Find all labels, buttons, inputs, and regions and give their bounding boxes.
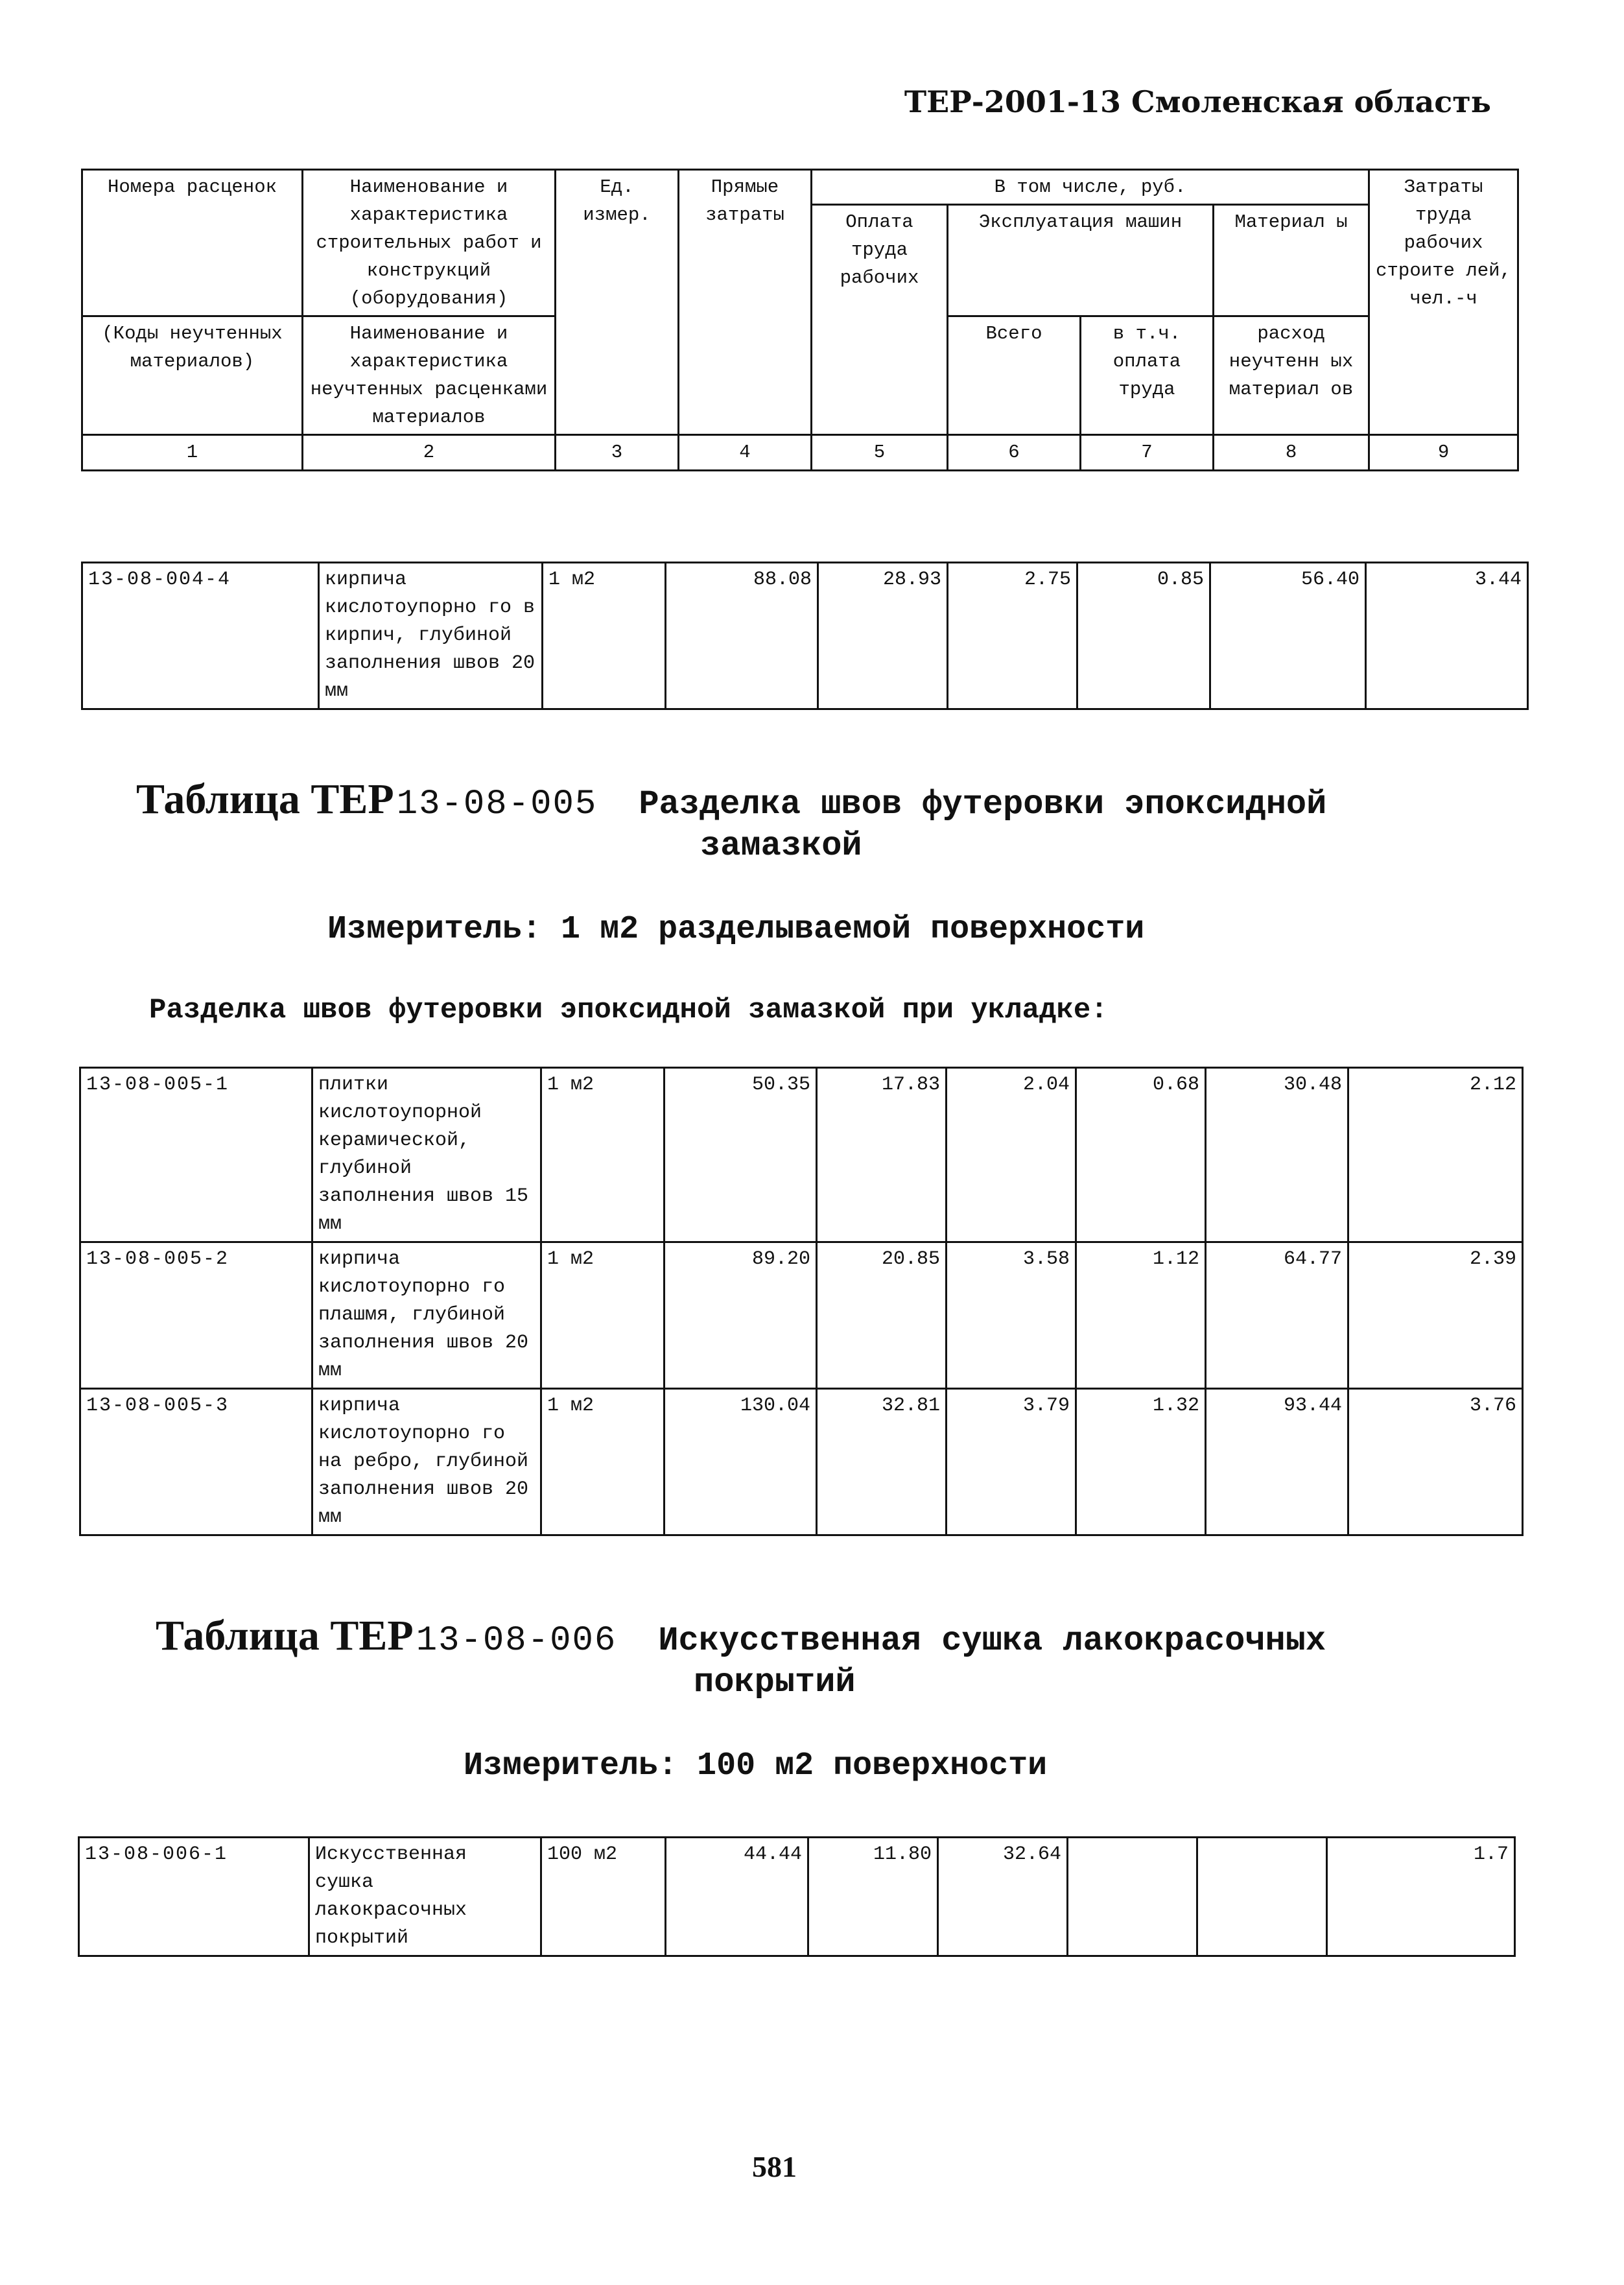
machines-total: 3.58 (947, 1242, 1076, 1389)
labor: 3.44 (1366, 563, 1528, 709)
header-num: 4 (679, 435, 812, 471)
wage: 32.81 (817, 1389, 947, 1535)
table-name-line1: Разделка швов футеровки эпоксидной (639, 785, 1327, 823)
header-work-name: Наименование и характеристика строительных работ и конструкций (оборудования) (303, 170, 556, 316)
work-name: Искусственная сушка лакокрасочных покрытий (309, 1838, 541, 1956)
table-label: Таблица ТЕР (156, 1612, 414, 1659)
wage: 11.80 (808, 1838, 938, 1956)
header-unaccounted-name: Наименование и характеристика неучтенных расценками материалов (303, 316, 556, 435)
rate-code: 13-08-004-4 (82, 563, 319, 709)
header-rate-numbers: Номера расценок (82, 170, 303, 316)
wage: 17.83 (817, 1068, 947, 1242)
materials (1197, 1838, 1327, 1956)
machines-total: 2.75 (948, 563, 1077, 709)
table-row (79, 1838, 1515, 1956)
header-num: 1 (82, 435, 303, 471)
header-including: В том числе, руб. (812, 170, 1369, 205)
header-machines: Эксплуатация машин (948, 205, 1214, 316)
table-code: 13-08-006 (416, 1621, 617, 1661)
table-005-title (136, 775, 1530, 867)
table-row (80, 1068, 1523, 1242)
rate-code: 13-08-006-1 (79, 1838, 309, 1956)
work-name: кирпича кислотоупорно го на ребро, глубиной заполнения швов 20 мм (312, 1389, 541, 1535)
rate-code: 13-08-005-2 (80, 1242, 312, 1389)
labor: 3.76 (1348, 1389, 1523, 1535)
unit: 100 м2 (541, 1838, 666, 1956)
table-name-line1: Искусственная сушка лакокрасочных (658, 1622, 1326, 1660)
table-005-meter: Измеритель: 1 м2 разделываемой поверхности (327, 911, 1145, 948)
header-num: 6 (948, 435, 1081, 471)
header-num: 8 (1214, 435, 1369, 471)
machines-wage (1068, 1838, 1197, 1956)
machines-wage: 1.12 (1076, 1242, 1206, 1389)
running-header: ТЕР-2001-13 Смоленская область (904, 84, 1491, 119)
header-num: 9 (1369, 435, 1518, 471)
machines-wage: 0.68 (1076, 1068, 1206, 1242)
table-004-continuation (81, 562, 1529, 710)
table-006-title (156, 1611, 1530, 1703)
work-name: кирпича кислотоупорно го плашмя, глубиной заполнения швов 20 мм (312, 1242, 541, 1389)
header-unit: Ед. измер. (556, 170, 679, 435)
header-num: 3 (556, 435, 679, 471)
header-unaccounted-consumption: расход неучтенн ых материал ов (1214, 316, 1369, 435)
unit: 1 м2 (541, 1242, 665, 1389)
table-row (82, 563, 1528, 709)
page-number: 581 (752, 2150, 797, 2183)
direct-costs: 88.08 (666, 563, 818, 709)
column-header-table (81, 169, 1519, 471)
table-name-line2: покрытий (694, 1663, 856, 1701)
header-num: 5 (812, 435, 948, 471)
work-name: кирпича кислотоупорно го в кирпич, глубиной заполнения швов 20 мм (319, 563, 543, 709)
materials: 93.44 (1206, 1389, 1348, 1535)
machines-wage: 0.85 (1077, 563, 1210, 709)
table-row (80, 1242, 1523, 1389)
machines-total: 32.64 (938, 1838, 1068, 1956)
materials: 64.77 (1206, 1242, 1348, 1389)
header-unaccounted-codes: (Коды неучтенных материалов) (82, 316, 303, 435)
header-num: 7 (1081, 435, 1214, 471)
table-006-meter: Измеритель: 100 м2 поверхности (464, 1747, 1048, 1784)
table-005-subheading: Разделка швов футеровки эпоксидной замазкой при укладке: (149, 994, 1108, 1026)
rate-code: 13-08-005-3 (80, 1389, 312, 1535)
machines-total: 2.04 (947, 1068, 1076, 1242)
table-row (80, 1389, 1523, 1535)
header-machines-wage: в т.ч. оплата труда (1081, 316, 1214, 435)
table-code: 13-08-005 (396, 785, 598, 824)
materials: 56.40 (1210, 563, 1366, 709)
direct-costs: 50.35 (665, 1068, 817, 1242)
header-wage: Оплата труда рабочих (812, 205, 948, 435)
direct-costs: 130.04 (665, 1389, 817, 1535)
labor: 2.12 (1348, 1068, 1523, 1242)
table-006 (78, 1836, 1516, 1957)
header-direct-costs: Прямые затраты (679, 170, 812, 435)
unit: 1 м2 (541, 1068, 665, 1242)
header-materials: Материал ы (1214, 205, 1369, 316)
direct-costs: 44.44 (666, 1838, 808, 1956)
wage: 28.93 (818, 563, 948, 709)
work-name: плитки кислотоупорной керамической, глубиной заполнения швов 15 мм (312, 1068, 541, 1242)
table-label: Таблица ТЕР (136, 775, 394, 823)
header-machines-total: Всего (948, 316, 1081, 435)
labor: 2.39 (1348, 1242, 1523, 1389)
table-005 (79, 1067, 1524, 1536)
table-name-line2: замазкой (700, 827, 862, 865)
rate-code: 13-08-005-1 (80, 1068, 312, 1242)
direct-costs: 89.20 (665, 1242, 817, 1389)
header-labor-costs: Затраты труда рабочих строите лей, чел.-ч (1369, 170, 1518, 435)
materials: 30.48 (1206, 1068, 1348, 1242)
labor: 1.7 (1327, 1838, 1515, 1956)
header-num: 2 (303, 435, 556, 471)
machines-wage: 1.32 (1076, 1389, 1206, 1535)
unit: 1 м2 (541, 1389, 665, 1535)
unit: 1 м2 (543, 563, 666, 709)
machines-total: 3.79 (947, 1389, 1076, 1535)
wage: 20.85 (817, 1242, 947, 1389)
